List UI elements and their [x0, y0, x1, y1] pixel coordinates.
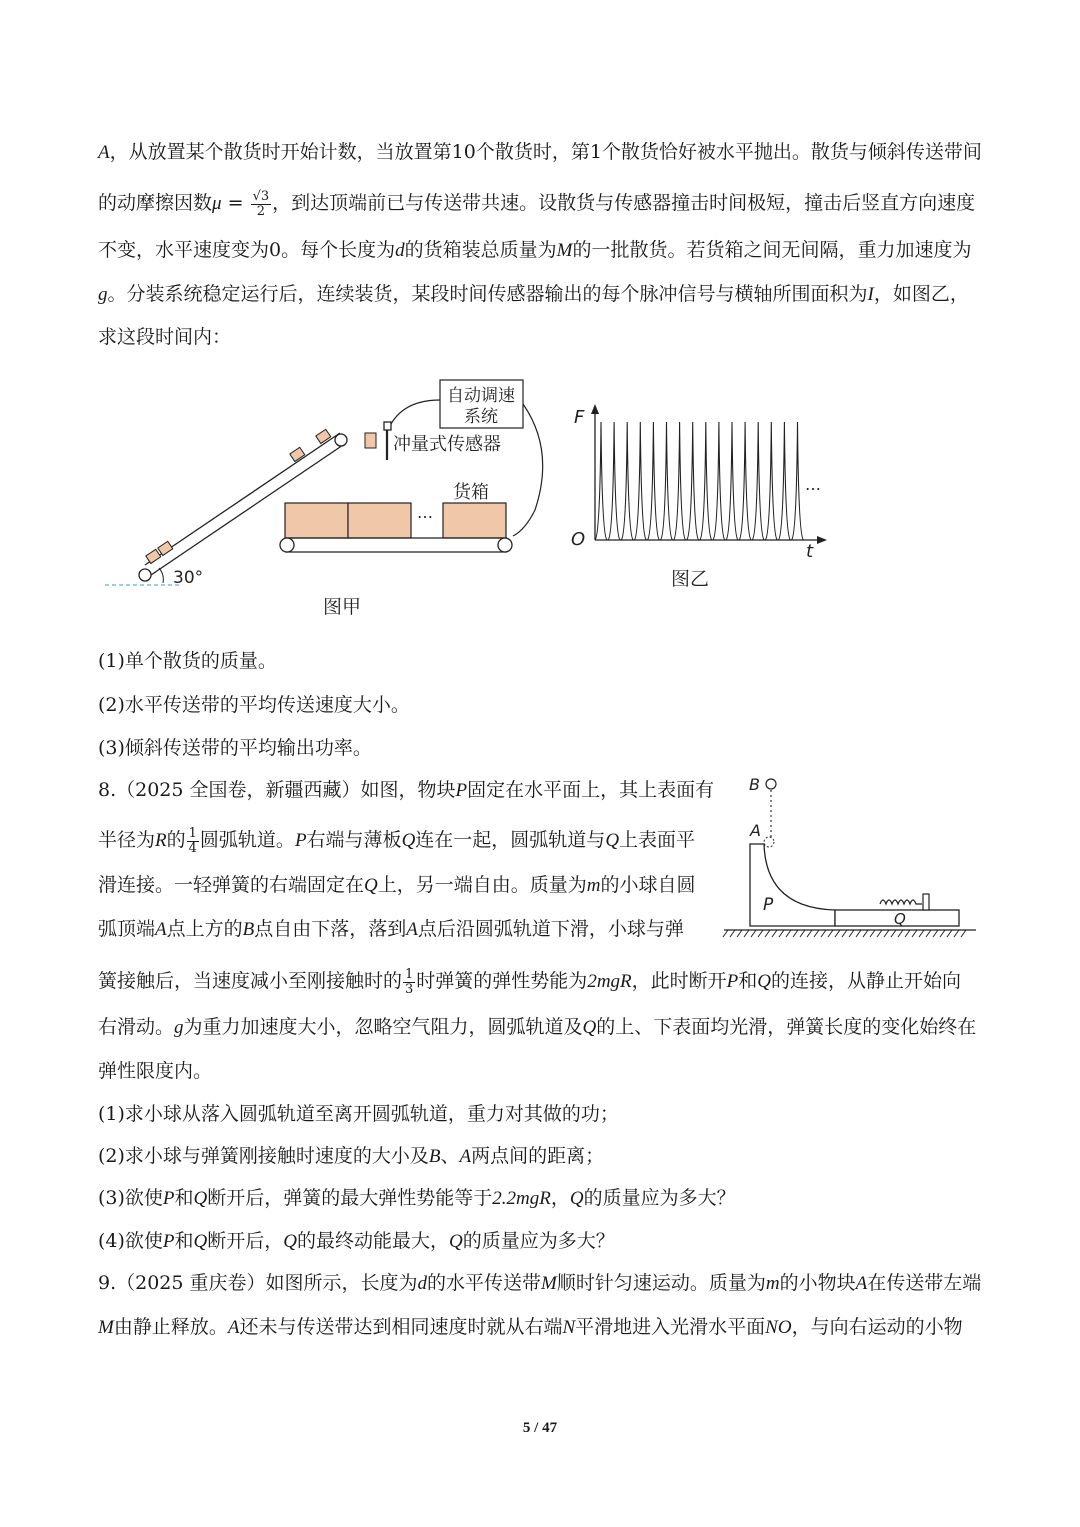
intro-line-1: A，从放置某个散货时开始计数，当放置第10个散货时，第1个散货恰好被水平抛出。散货与倾斜传送带间: [98, 141, 982, 163]
impulse-pulse: [634, 422, 646, 540]
q9-line-1: 9.（2025 重庆卷）如图所示，长度为d的水平传送带M顺时针匀速运动。质量为m的小物块A在传送带左端: [98, 1272, 982, 1294]
hatch-stroke: [961, 930, 966, 937]
impulse-pulse: [661, 422, 673, 540]
hatch-stroke: [737, 930, 742, 937]
hatch-stroke: [772, 930, 777, 937]
spring-stop: [923, 894, 929, 910]
impulse-pulse: [752, 422, 764, 540]
q7-part-2: (2)水平传送带的平均传送速度大小。: [98, 694, 410, 716]
hatch-stroke: [905, 930, 910, 937]
intro-line-2: 的动摩擦因数μ = $\frac{√3}{2}$ ，到达顶端前已与传送带共速。设散货与传感器撞击时间极短，撞击后竖直方向速度: [98, 189, 976, 219]
fraction-sqrt3-over-2: $\frac{√3}{2}$: [252, 189, 270, 219]
q8-line-4: 弧顶端A点上方的B点自由下落，落到A点后沿圆弧轨道下滑，小球与弹: [98, 918, 684, 940]
pulses-ellipsis: …: [805, 475, 821, 494]
board-q-label: Q: [894, 910, 906, 928]
impulse-pulse: [674, 422, 686, 540]
boxes-ellipsis: …: [417, 503, 433, 522]
sensor-label: 冲量式传感器: [393, 434, 501, 455]
figure-q8: [720, 770, 982, 942]
ground-hatch: [723, 930, 966, 937]
q7-part-3: (3)倾斜传送带的平均输出功率。: [98, 737, 372, 759]
block-p-label: P: [763, 895, 774, 915]
hatch-stroke: [870, 930, 875, 937]
cargo-on-incline: [146, 429, 331, 563]
point-b-label: B: [749, 775, 760, 794]
q8-part-4: (4)欲使P和Q断开后，Q的最终动能最大，Q的质量应为多大？: [98, 1230, 615, 1252]
impulse-pulse: [726, 422, 738, 540]
impulse-sensor: [384, 422, 391, 460]
hatch-stroke: [891, 930, 896, 937]
hatch-stroke: [786, 930, 791, 937]
hatch-stroke: [723, 930, 728, 937]
box-label: 货箱: [453, 482, 489, 503]
intro-line-5: 求这段时间内：: [98, 326, 232, 348]
q8-line-5: 簧接触后，当速度减小至刚接触时的 $\frac{1}{3}$ 时弹簧的弹性势能为2mgR，此时断开P和Q的连接，从静止开始向: [98, 967, 962, 997]
q8-part-1: (1)求小球从落入圆弧轨道至离开圆弧轨道，重力对其做的功；: [98, 1103, 619, 1125]
page-number: 5 / 47: [522, 1420, 558, 1436]
hatch-stroke: [730, 930, 735, 937]
hatch-stroke: [926, 930, 931, 937]
impulse-pulse: [647, 422, 659, 540]
hatch-stroke: [821, 930, 826, 937]
x-axis-label: t: [806, 541, 814, 562]
impulse-pulse: [765, 422, 777, 540]
hatch-stroke: [898, 930, 903, 937]
q8-part-2: (2)求小球与弹簧刚接触时速度的大小及B、A两点间的距离；: [98, 1145, 605, 1167]
hatch-stroke: [863, 930, 868, 937]
q8-line-2: 半径为R的 $\frac{1}{4}$ 圆弧轨道。P右端与薄板Q连在一起，圆弧轨道与Q上表面平: [98, 826, 696, 856]
hatch-stroke: [814, 930, 819, 937]
q8-line-7: 弹性限度内。: [98, 1060, 213, 1082]
q8-part-3: (3)欲使P和Q断开后，弹簧的最大弹性势能等于2.2mgR，Q的质量应为多大？: [98, 1187, 736, 1209]
hatch-stroke: [793, 930, 798, 937]
falling-cargo: [365, 433, 376, 448]
hatch-stroke: [751, 930, 756, 937]
impulse-pulse: [687, 422, 699, 540]
hatch-stroke: [800, 930, 805, 937]
fraction-one-third: $\frac{1}{3}$: [405, 967, 414, 997]
impulse-pulse: [778, 422, 790, 540]
horizontal-conveyor: [280, 538, 512, 552]
spring: [880, 900, 922, 904]
hatch-stroke: [919, 930, 924, 937]
angle-arc: [159, 568, 163, 583]
hatch-stroke: [779, 930, 784, 937]
hatch-stroke: [842, 930, 847, 937]
ball-at-a: [764, 837, 774, 847]
fraction-one-quarter: $\frac{1}{4}$: [188, 826, 197, 856]
sensor-wire: [391, 400, 440, 424]
ball-at-b: [766, 779, 776, 789]
figure-jia: [95, 370, 555, 625]
point-a-label: A: [750, 821, 761, 840]
hatch-stroke: [912, 930, 917, 937]
impulse-pulse: [792, 422, 804, 540]
hatch-stroke: [835, 930, 840, 937]
auto-speed-system-label-1: 自动调速: [447, 386, 515, 406]
intro-line-3: 不变，水平速度变为0。每个长度为d的货箱装总质量为M的一批散货。若货箱之间无间隔，重力加速度为: [98, 239, 972, 261]
hatch-stroke: [849, 930, 854, 937]
y-axis-label: F: [574, 407, 585, 428]
caption-yi: 图乙: [670, 568, 710, 590]
hatch-stroke: [933, 930, 938, 937]
q8-line-3: 滑连接。一轻弹簧的右端固定在Q上，另一端自由。质量为m的小球自圆: [98, 874, 696, 896]
q8-line-6: 右滑动。g为重力加速度大小，忽略空气阻力，圆弧轨道及Q的上、下表面均光滑，弹簧长度的变化始终在: [98, 1016, 977, 1038]
caption-jia: 图甲: [322, 596, 362, 618]
hatch-stroke: [954, 930, 959, 937]
hatch-stroke: [884, 930, 889, 937]
hatch-stroke: [765, 930, 770, 937]
angle-label: 30°: [173, 568, 204, 588]
cargo-boxes: [285, 503, 506, 538]
origin-label: O: [571, 529, 586, 550]
hatch-stroke: [940, 930, 945, 937]
impulse-pulse: [713, 422, 725, 540]
impulse-pulse: [608, 422, 620, 540]
q9-line-2: M由静止释放。A还未与传送带达到相同速度时就从右端N平滑地进入光滑水平面NO，与向右运动的小物: [98, 1316, 963, 1338]
impulse-pulse: [621, 422, 633, 540]
hatch-stroke: [856, 930, 861, 937]
intro-line-4: g。分装系统稳定运行后，连续装货，某段时间传感器输出的每个脉冲信号与横轴所围面积为I，如图乙，: [98, 283, 969, 305]
impulse-pulse: [700, 422, 712, 540]
hatch-stroke: [877, 930, 882, 937]
figure-yi: [565, 400, 835, 595]
q7-part-1: (1)单个散货的质量。: [98, 650, 277, 672]
pulse-train: [595, 422, 804, 540]
hatch-stroke: [947, 930, 952, 937]
q8-line-1: 8.（2025 全国卷，新疆西藏）如图，物块P固定在水平面上，其上表面有: [98, 779, 715, 801]
impulse-pulse: [595, 422, 607, 540]
impulse-pulse: [739, 422, 751, 540]
hatch-stroke: [807, 930, 812, 937]
hatch-stroke: [744, 930, 749, 937]
auto-speed-system-label-2: 系统: [464, 407, 498, 427]
hatch-stroke: [828, 930, 833, 937]
hatch-stroke: [758, 930, 763, 937]
